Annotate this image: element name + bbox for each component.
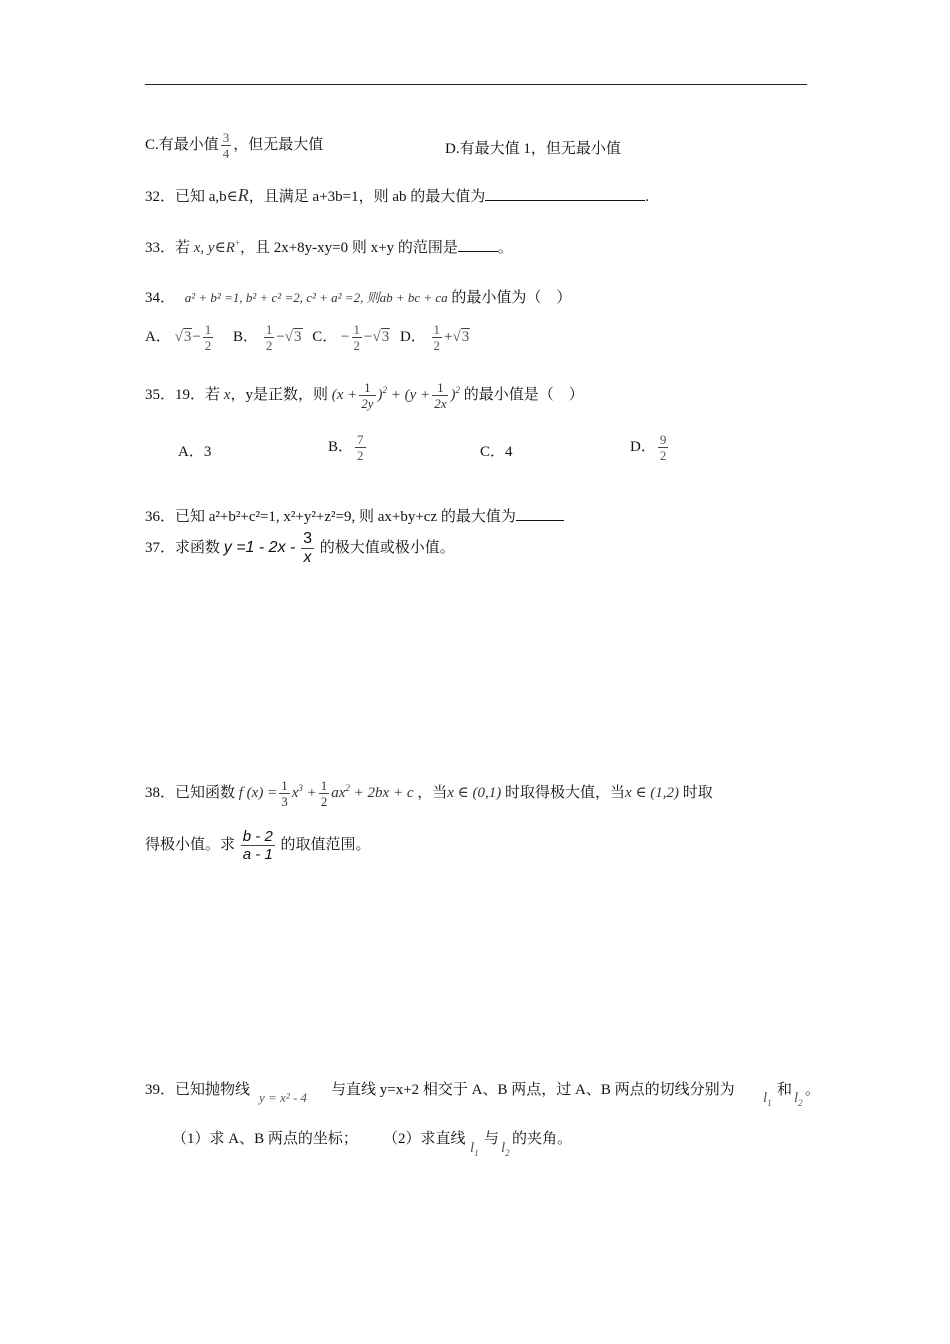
question-39-cont: 与直线 y=x+2 相交于 A、B 两点，过 A、B 两点的切线分别为: [331, 1082, 735, 1098]
answer-blank: [458, 237, 498, 252]
answer-blank: [516, 506, 564, 521]
q39-part2: （2）求直线: [383, 1131, 466, 1147]
header-rule: [145, 84, 807, 85]
question-34: 34． a² + b² =1, b² + c² =2, c² + a² =2, 则ab + bc + ca 的最小值为（ ）: [145, 290, 572, 306]
q35-option-d: D． $\frac{9}{2}$: [630, 432, 667, 463]
question-38-line2: 得极小值。求 $\frac{b - 2}{a - 1}$ 的取值范围。: [145, 828, 371, 863]
question-35: 35．19．若 x，y是正数，则 (x + $\frac{1}{2y}$ )$^2$ + (y + $\frac{1}{2x}$ )$^2$ 的最小值是（ ）: [145, 380, 584, 411]
question-39: 39．已知抛物线: [145, 1082, 251, 1098]
question-36: 36．已知 a²+b²+c²=1, x²+y²+z²=9, 则 ax+by+cz 的最大值为: [145, 505, 564, 526]
sqrt-3: √3: [174, 328, 192, 345]
question-32: 32．已知 a,b∈R，且满足 a+3b=1，则 ab 的最大值为 .: [145, 185, 650, 205]
question-38: 38．已知函数 f (x) = $\frac{1}{3}$ $x^3$ + $\frac{1}{2}$ $ax^2 + 2bx + c$ ，当x ∈ (0,1) 时取得极大值，当x ∈ (1,2) 时取: [145, 778, 713, 809]
q39-with: 与: [484, 1131, 500, 1147]
l1-symbol: $l_1$: [470, 1140, 479, 1158]
q35-option-a: A．3: [178, 444, 212, 460]
q31-option-d: D.有最大值 1，但无最小值: [445, 141, 621, 157]
question-33: 33．若 x, y∈R+，且 2x+8y-xy=0 则 x+y 的范围是 。: [145, 238, 513, 256]
q35-expression: (x + $\frac{1}{2y}$ )$^2$ + (y + $\frac{1}{2x}$ )$^2$: [331, 380, 460, 411]
l1-symbol: $l_1$: [763, 1090, 772, 1108]
q39-and: 和: [777, 1082, 793, 1098]
q34-options: A． √3− $\frac{1}{2}$ B． $\frac{1}{2}$ −√3 C． − $\frac{1}{2}$ −√3 D． $\frac{1}{2}$ +√3: [145, 322, 470, 353]
fraction-3-4: $\frac{3}{4}$: [222, 130, 230, 161]
q39-end: 。: [805, 1082, 821, 1098]
q39-part1: （1）求 A、B 两点的坐标；: [172, 1131, 358, 1147]
q35-option-c: C．4: [480, 444, 513, 460]
q39-part2-end: 的夹角。: [512, 1131, 573, 1147]
l2-symbol: $l_2$: [501, 1140, 510, 1158]
q34-formula: a² + b² =1, b² + c² =2, c² + a² =2, 则ab + bc + ca: [184, 290, 448, 305]
q31-option-c: C.有最小值 $\frac{3}{4}$ ，但无最大值: [145, 130, 324, 161]
q35-option-b: B． $\frac{7}{2}$: [328, 432, 364, 463]
q39-parabola: y = x² - 4: [259, 1090, 308, 1105]
answer-blank: [485, 186, 645, 201]
l2-symbol: $l_2$: [794, 1090, 803, 1108]
question-37: 37．求函数 y =1 - 2x - $\frac{3}{x}$ 的极大值或极小值。: [145, 530, 455, 566]
